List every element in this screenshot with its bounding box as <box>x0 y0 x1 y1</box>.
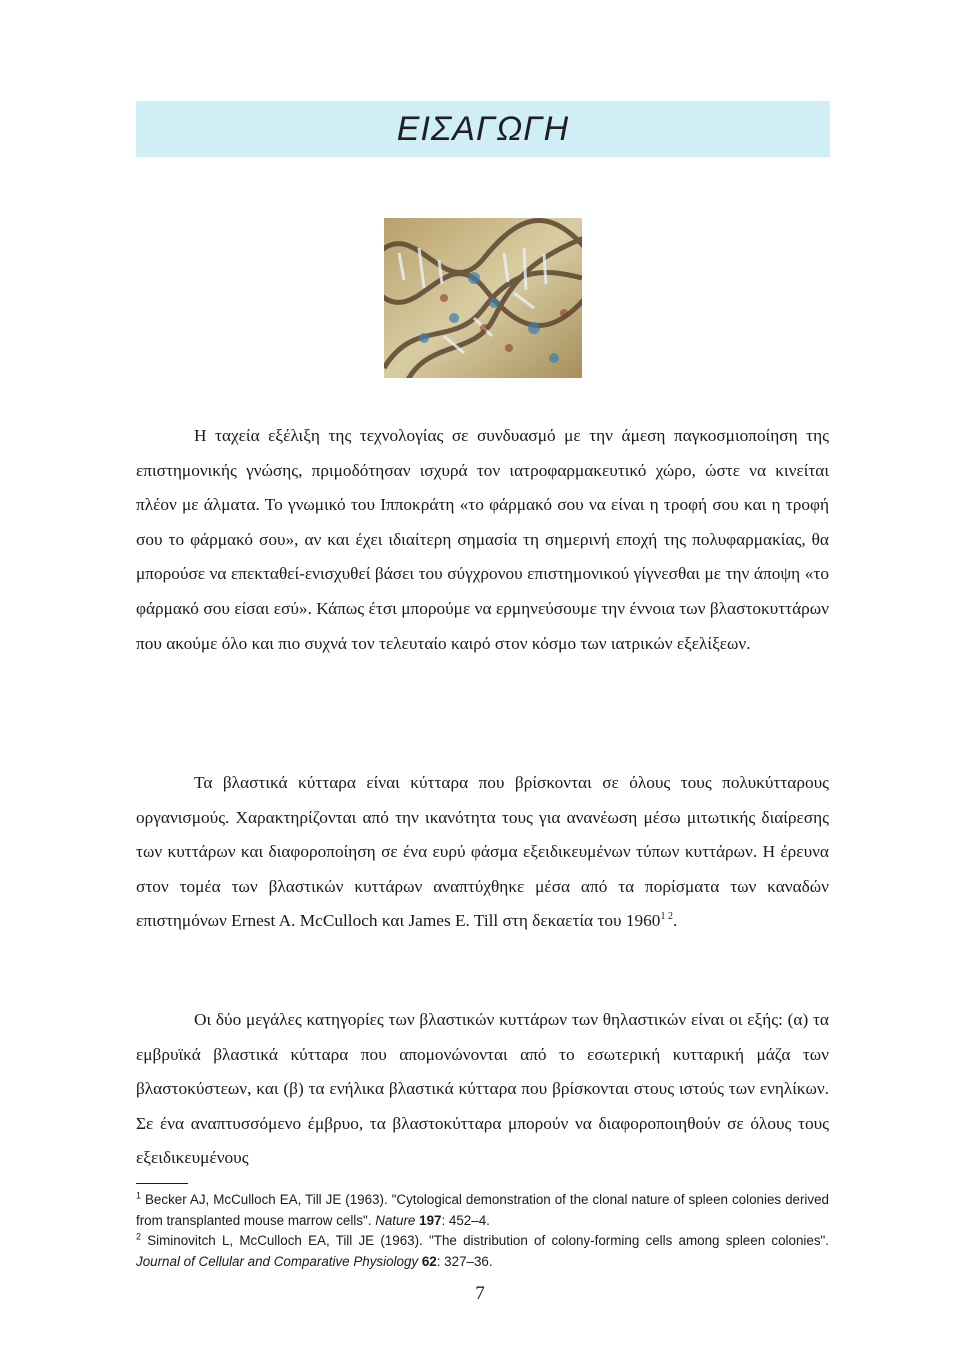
page-title: ΕΙΣΑΓΩΓΗ <box>396 109 570 148</box>
paragraph-stem-cells <box>136 766 829 939</box>
footnote-number: 2 <box>136 1231 142 1242</box>
footnote-number: 1 <box>136 1190 142 1201</box>
footnote-divider <box>136 1183 188 1184</box>
footnotes <box>136 1190 829 1272</box>
paragraph-stem-cells-text: Τα βλαστικά κύτταρα είναι κύτταρα που βρίσκονται σε όλους τους πολυκύτταρους οργανισμούς. Χαρακτηρίζονται από την ικανότητα τους για ανανέωση μέσω μιτωτικής διαίρεσης των κυττάρων και διαφοροποίηση σε ένα ευρύ φάσμα εξειδικευμένων τύπων κυττάρων. Η έρευνα στον τομέα των βλαστικών κυττάρων αναπτύχθηκε μέσα από τα πορίσματα των καναδών επιστημόνων Ernest A. McCulloch και James E. Till στη δεκαετία του 1960 <box>136 773 829 931</box>
footnote-1 <box>136 1190 829 1231</box>
paragraph-categories-text: Οι δύο μεγάλες κατηγορίες των βλαστικών κυττάρων των θηλαστικών είναι οι εξής: (α) τα εμβρυϊκά βλαστικά κύτταρα που απομονώνονται από το εσωτερική κυτταρική μάζα των βλαστοκύστεων, και (β) τα ενήλικα βλαστικά κύτταρα που βρίσκονται στους ιστούς των ενηλίκων. Σε ένα αναπτυσσόμενο έμβρυο, τα βλαστοκύτταρα μπορούν να διαφοροποιηθούν σε όλους τους εξειδικευμένους <box>136 1010 829 1168</box>
footnote-text: Siminovitch L, McCulloch EA, Till JE (1963). "The distribution of colony-forming cells among spleen colonies". <box>147 1233 829 1248</box>
dna-helix-image <box>384 218 582 378</box>
footnote-journal: Nature <box>375 1212 416 1228</box>
dna-helix-graphic <box>384 218 582 378</box>
footnote-volume: 62 <box>421 1253 437 1269</box>
paragraph-intro <box>136 419 829 661</box>
footnote-text: Becker AJ, McCulloch EA, Till JE (1963). "Cytological demonstration of the clonal nature of spleen colonies derived from transplanted mouse marrow cells". <box>136 1192 829 1228</box>
paragraph-intro-text: Η ταχεία εξέλιξη της τεχνολογίας σε συνδυασμό με την άμεση παγκοσμιοποίηση της επιστημονικής γνώσης, πριμοδότησαν ισχυρά τον ιατροφαρμακευτικό χώρο, ώστε να κινείται πλέον με άλματα. Το γνωμικό του Ιπποκράτη «το φάρμακό σου να είναι η τροφή σου και η τροφή σου το φάρμακό σου», αν και έχει ιδιαίτερη σημασία τη σημερινή εποχή της πολυφαρμακίας, θα μπορούσε να επεκταθεί-ενισχυθεί βάσει του σύγχρονου επιστημονικού γίγνεσθαι με την άποψη «το φάρμακό σου είσαι εσύ». Κάπως έτσι μπορούμε να ερμηνεύσουμε την έννοια των βλαστοκυττάρων που ακούμε όλο και πιο συχνά τον τελευταίο καιρό στον κόσμο των ιατρικών εξελίξεων. <box>136 426 829 653</box>
footnote-2 <box>136 1231 829 1272</box>
footnote-journal: Journal of Cellular and Comparative Physiology <box>136 1253 419 1269</box>
footnote-volume: 197 <box>419 1212 442 1228</box>
heading-banner <box>136 101 830 157</box>
footnote-reference: 1 2 <box>660 911 673 923</box>
paragraph-stem-cells-end: . <box>672 911 678 931</box>
paragraph-categories <box>136 1003 829 1176</box>
page-number: 7 <box>475 1283 485 1304</box>
footnote-pages: : 327–36. <box>436 1253 493 1269</box>
footnote-pages: : 452–4. <box>441 1212 490 1228</box>
